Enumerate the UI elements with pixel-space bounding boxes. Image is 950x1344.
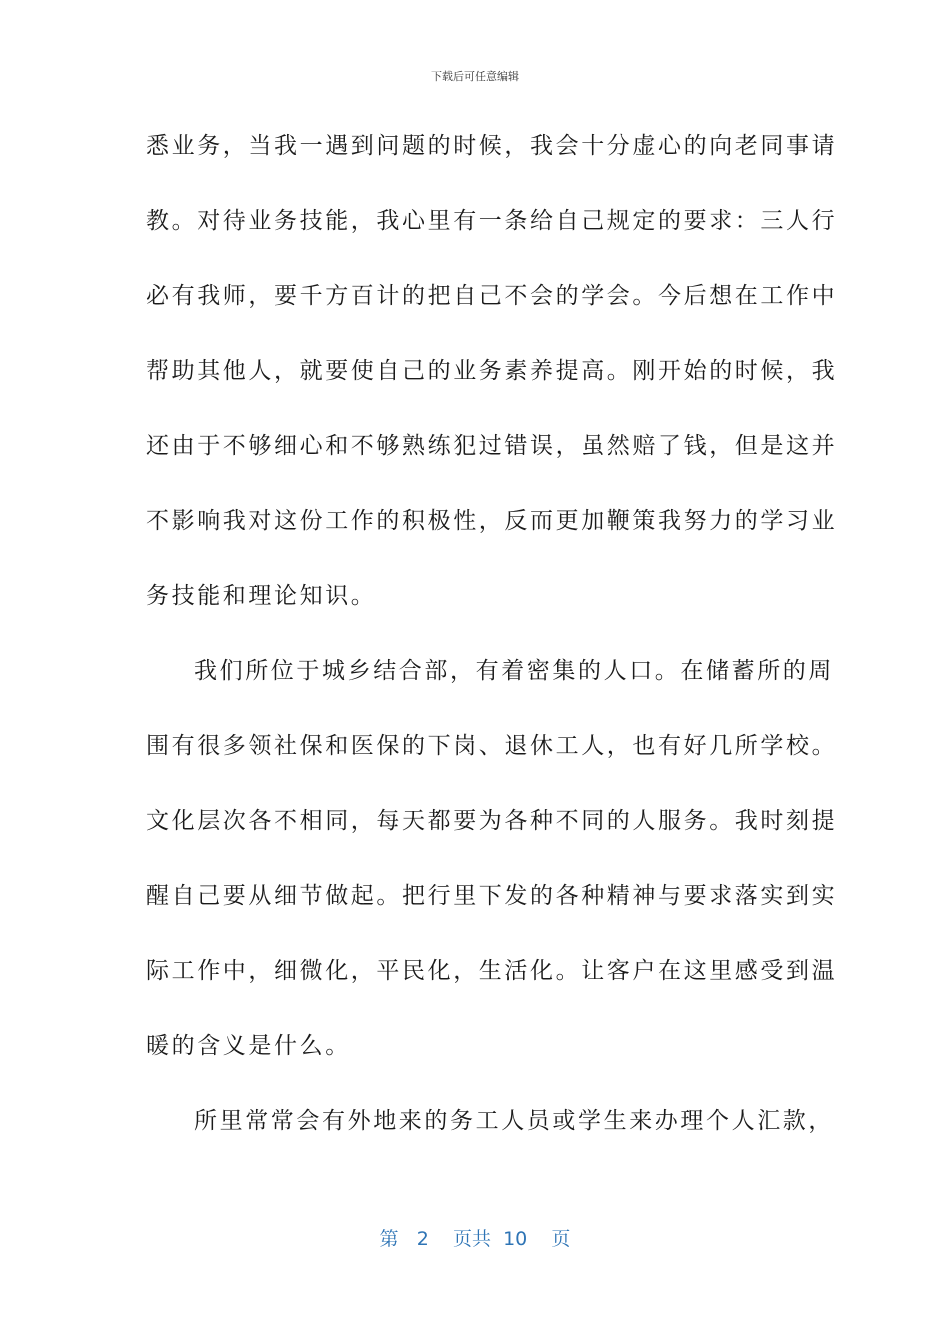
page-prefix: 第 [379, 1228, 399, 1250]
current-page-number: 2 [416, 1228, 429, 1250]
text-line: 不影响我对这份工作的积极性，反而更加鞭策我努力的学习业 [146, 508, 838, 534]
paragraph-start-line: 我们所位于城乡结合部，有着密集的人口。在储蓄所的周 [194, 658, 834, 684]
text-line: 围有很多领社保和医保的下岗、退休工人，也有好几所学校。 [146, 733, 838, 759]
page-mid: 页共 [452, 1228, 491, 1250]
page-suffix: 页 [551, 1228, 571, 1250]
text-line: 文化层次各不相同，每天都要为各种不同的人服务。我时刻提 [146, 808, 838, 834]
text-line: 必有我师，要千方百计的把自己不会的学会。今后想在工作中 [146, 283, 838, 309]
text-line: 还由于不够细心和不够熟练犯过错误，虽然赔了钱，但是这并 [146, 433, 838, 459]
text-line: 暖的含义是什么。 [146, 1033, 351, 1059]
text-line: 帮助其他人，就要使自己的业务素养提高。刚开始的时候，我 [146, 358, 838, 384]
page-number-footer [0, 1224, 950, 1251]
document-body [146, 124, 838, 1174]
total-pages-number: 10 [503, 1228, 528, 1250]
text-line: 教。对待业务技能，我心里有一条给自己规定的要求：三人行 [146, 208, 838, 234]
header-note: 下载后可任意编辑 [431, 70, 519, 83]
text-line: 醒自己要从细节做起。把行里下发的各种精神与要求落实到实 [146, 883, 838, 909]
text-line: 悉业务，当我一遇到问题的时候，我会十分虚心的向老同事请 [146, 133, 838, 159]
paragraph-start-line: 所里常常会有外地来的务工人员或学生来办理个人汇款， [194, 1108, 834, 1134]
text-line: 务技能和理论知识。 [146, 583, 377, 609]
text-line: 际工作中，细微化，平民化，生活化。让客户在这里感受到温 [146, 958, 838, 984]
